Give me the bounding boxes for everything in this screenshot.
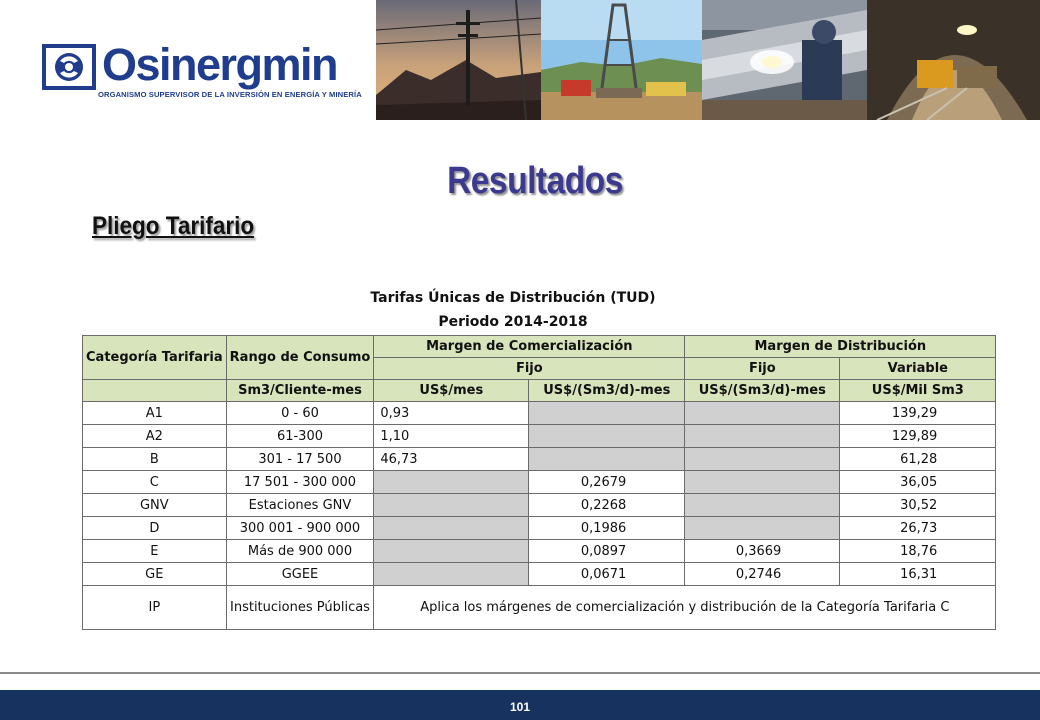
cell-range: 17 501 - 300 000 [226,471,374,494]
cell-dist-variable: 18,76 [840,540,996,563]
cell-category: B [83,448,227,471]
table-row [83,471,996,494]
page-number: 101 [509,700,531,714]
cell-range: 301 - 17 500 [226,448,374,471]
cell-category: D [83,517,227,540]
cell-dist-fijo [685,471,840,494]
cell-category: C [83,471,227,494]
cell-range: GGEE [226,563,374,586]
osinergmin-logo [40,39,370,106]
table-row [83,540,996,563]
cell-com-fijo-sm3d: 0,0897 [529,540,685,563]
cell-com-fijo-sm3d: 0,2679 [529,471,685,494]
cell-com-fijo-sm3d: 0,0671 [529,563,685,586]
header-unit-variable: US$/Mil Sm3 [840,380,996,402]
cell-dist-fijo [685,448,840,471]
slide-header [0,0,1040,120]
cell-category: E [83,540,227,563]
cell-category: IP [83,586,227,630]
header-margen-comercializacion: Margen de Comercialización [374,336,685,358]
cell-range: 300 001 - 900 000 [226,517,374,540]
header-rango-de-consumo: Rango de Consumo [226,336,374,380]
header-categoria-tarifaria: Categoría Tarifaria [83,336,227,380]
header-fijo-distribucion: Fijo [685,358,840,380]
mine-tunnel-photo [867,0,1040,120]
cell-category: A1 [83,402,227,425]
header-margen-distribucion: Margen de Distribución [685,336,996,358]
table-row [83,494,996,517]
power-lines-photo [376,0,541,120]
cell-com-fijo-sm3d [529,425,685,448]
cell-range: Estaciones GNV [226,494,374,517]
header-fijo-comercializacion: Fijo [374,358,685,380]
pipeline-welding-photo [702,0,867,120]
cell-category: GNV [83,494,227,517]
table-row [83,563,996,586]
cell-dist-variable: 129,89 [840,425,996,448]
cell-dist-fijo: 0,3669 [685,540,840,563]
table-row [83,448,996,471]
osinergmin-emblem-icon [42,44,96,90]
cell-com-fijo-sm3d: 0,2268 [529,494,685,517]
cell-dist-variable: 30,52 [840,494,996,517]
cell-dist-variable: 36,05 [840,471,996,494]
cell-dist-variable: 61,28 [840,448,996,471]
cell-dist-variable: 26,73 [840,517,996,540]
cell-dist-fijo [685,402,840,425]
table-row [83,402,996,425]
cell-com-fijo-sm3d [529,402,685,425]
cell-dist-fijo [685,494,840,517]
cell-com-fijo-mes [374,563,529,586]
table-row-ip [83,586,996,630]
cell-com-fijo-sm3d [529,448,685,471]
cell-ip-note: Aplica los márgenes de comercialización y distribución de la Categoría Tarifaria C [374,586,996,630]
logo-tagline: ORGANISMO SUPERVISOR DE LA INVERSIÓN EN ENERGÍA Y MINERÍA [98,90,362,99]
header-unit-dist-fijo: US$/(Sm3/d)-mes [685,380,840,402]
cell-category: A2 [83,425,227,448]
page-subtitle: Pliego Tarifario [92,212,255,240]
cell-com-fijo-mes: 46,73 [374,448,529,471]
cell-dist-variable: 16,31 [840,563,996,586]
table-row [83,425,996,448]
cell-dist-fijo [685,517,840,540]
cell-dist-fijo: 0,2746 [685,563,840,586]
cell-dist-fijo [685,425,840,448]
cell-com-fijo-mes: 0,93 [374,402,529,425]
cell-com-fijo-sm3d: 0,1986 [529,517,685,540]
cell-range: 61-300 [226,425,374,448]
header-unit-rango: Sm3/Cliente-mes [226,380,374,402]
drilling-rig-photo [541,0,702,120]
table-caption-line-2: Periodo 2014-2018 [438,314,588,330]
tariff-table-body [83,402,996,630]
header-unit-fijo-sm3d: US$/(Sm3/d)-mes [529,380,685,402]
header-variable: Variable [840,358,996,380]
tariff-table [82,335,996,630]
table-caption-line-1: Tarifas Únicas de Distribución (TUD) [370,290,656,306]
table-caption [82,286,944,334]
cell-range: Más de 900 000 [226,540,374,563]
cell-category: GE [83,563,227,586]
footer-divider [0,672,1040,674]
page-title: Resultados [447,160,623,202]
cell-com-fijo-mes [374,517,529,540]
table-row [83,517,996,540]
logo-wordmark: Osinergmin [102,39,338,90]
cell-com-fijo-mes [374,494,529,517]
cell-com-fijo-mes [374,540,529,563]
cell-range: Instituciones Públicas [226,586,374,630]
cell-com-fijo-mes: 1,10 [374,425,529,448]
cell-com-fijo-mes [374,471,529,494]
header-unit-fijo-mes: US$/mes [374,380,529,402]
cell-dist-variable: 139,29 [840,402,996,425]
header-unit-categoria [83,380,227,402]
cell-range: 0 - 60 [226,402,374,425]
